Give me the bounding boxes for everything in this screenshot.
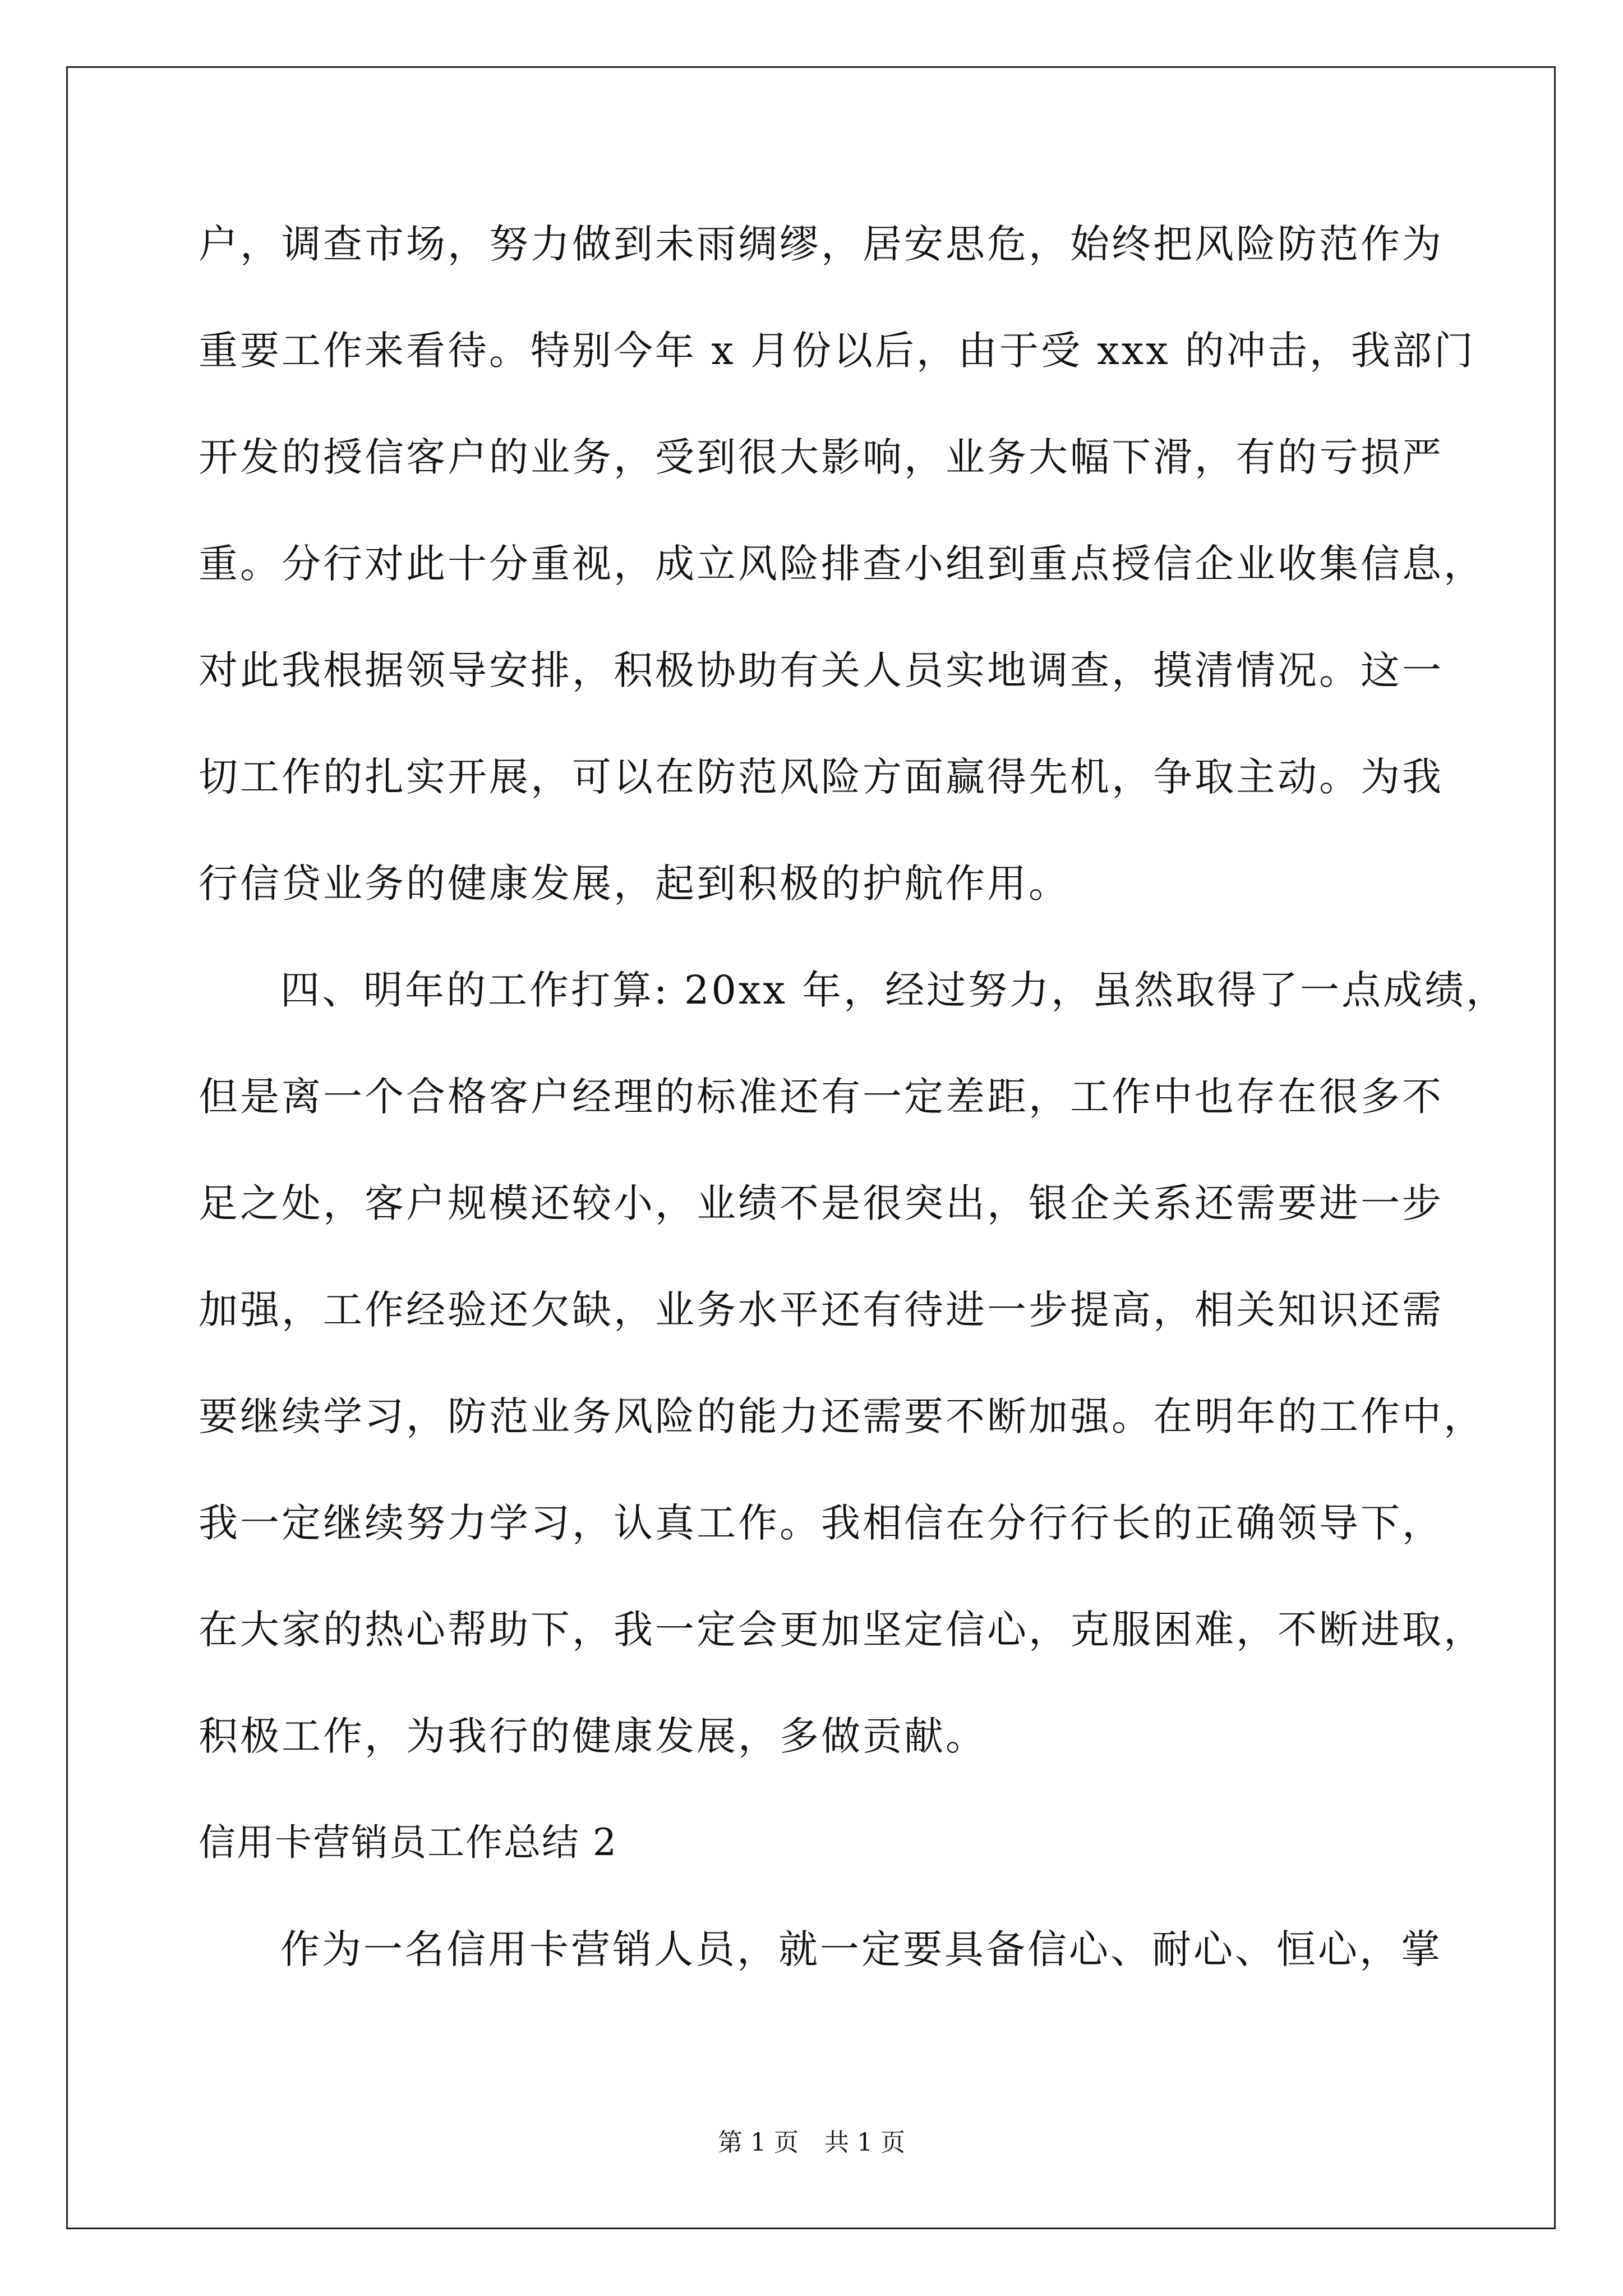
page-total: 共 1 页 (824, 2128, 905, 2157)
paragraph-line: 开发的授信客户的业务，受到很大影响，业务大幅下滑，有的亏损严 (199, 434, 1444, 480)
paragraph-line: 但是离一个合格客户经理的标准还有一定差距，工作中也存在很多不 (199, 1074, 1444, 1120)
paragraph-line: 切工作的扎实开展，可以在防范风险方面赢得先机，争取主动。为我 (199, 754, 1444, 800)
paragraph-line: 作为一名信用卡营销人员，就一定要具备信心、耐心、恒心，掌 (280, 1926, 1442, 1972)
paragraph-line: 在大家的热心帮助下，我一定会更加坚定信心，克服困难，不断进取， (199, 1607, 1485, 1653)
paragraph-line: 行信贷业务的健康发展，起到积极的护航作用。 (199, 861, 1070, 907)
paragraph-line: 重要工作来看待。特别今年 x 月份以后，由于受 xxx 的冲击，我部门 (199, 328, 1476, 374)
paragraph-line: 重。分行对此十分重视，成立风险排查小组到重点授信企业收集信息， (199, 541, 1485, 587)
paragraph-line: 加强，工作经验还欠缺，业务水平还有待进一步提高，相关知识还需 (199, 1287, 1444, 1333)
page-footer (0, 2126, 1623, 2160)
document-body (199, 213, 1508, 2025)
paragraph-line: 我一定继续努力学习，认真工作。我相信在分行行长的正确领导下， (199, 1500, 1444, 1546)
paragraph-line: 积极工作，为我行的健康发展，多做贡献。 (199, 1713, 987, 1759)
paragraph-line: 四、明年的工作打算: 20xx 年，经过努力，虽然取得了一点成绩， (280, 967, 1508, 1013)
paragraph-line: 要继续学习，防范业务风险的能力还需要不断加强。在明年的工作中， (199, 1393, 1485, 1439)
paragraph-line: 对此我根据领导安排，积极协助有关人员实地调查，摸清情况。这一 (199, 647, 1444, 693)
section-title: 信用卡营销员工作总结 2 (199, 1821, 617, 1864)
paragraph-line: 足之处，客户规模还较小，业绩不是很突出，银企关系还需要进一步 (199, 1180, 1444, 1226)
paragraph-line: 户，调查市场，努力做到未雨绸缪，居安思危，始终把风险防范作为 (199, 221, 1444, 267)
page-number: 第 1 页 (718, 2128, 799, 2157)
